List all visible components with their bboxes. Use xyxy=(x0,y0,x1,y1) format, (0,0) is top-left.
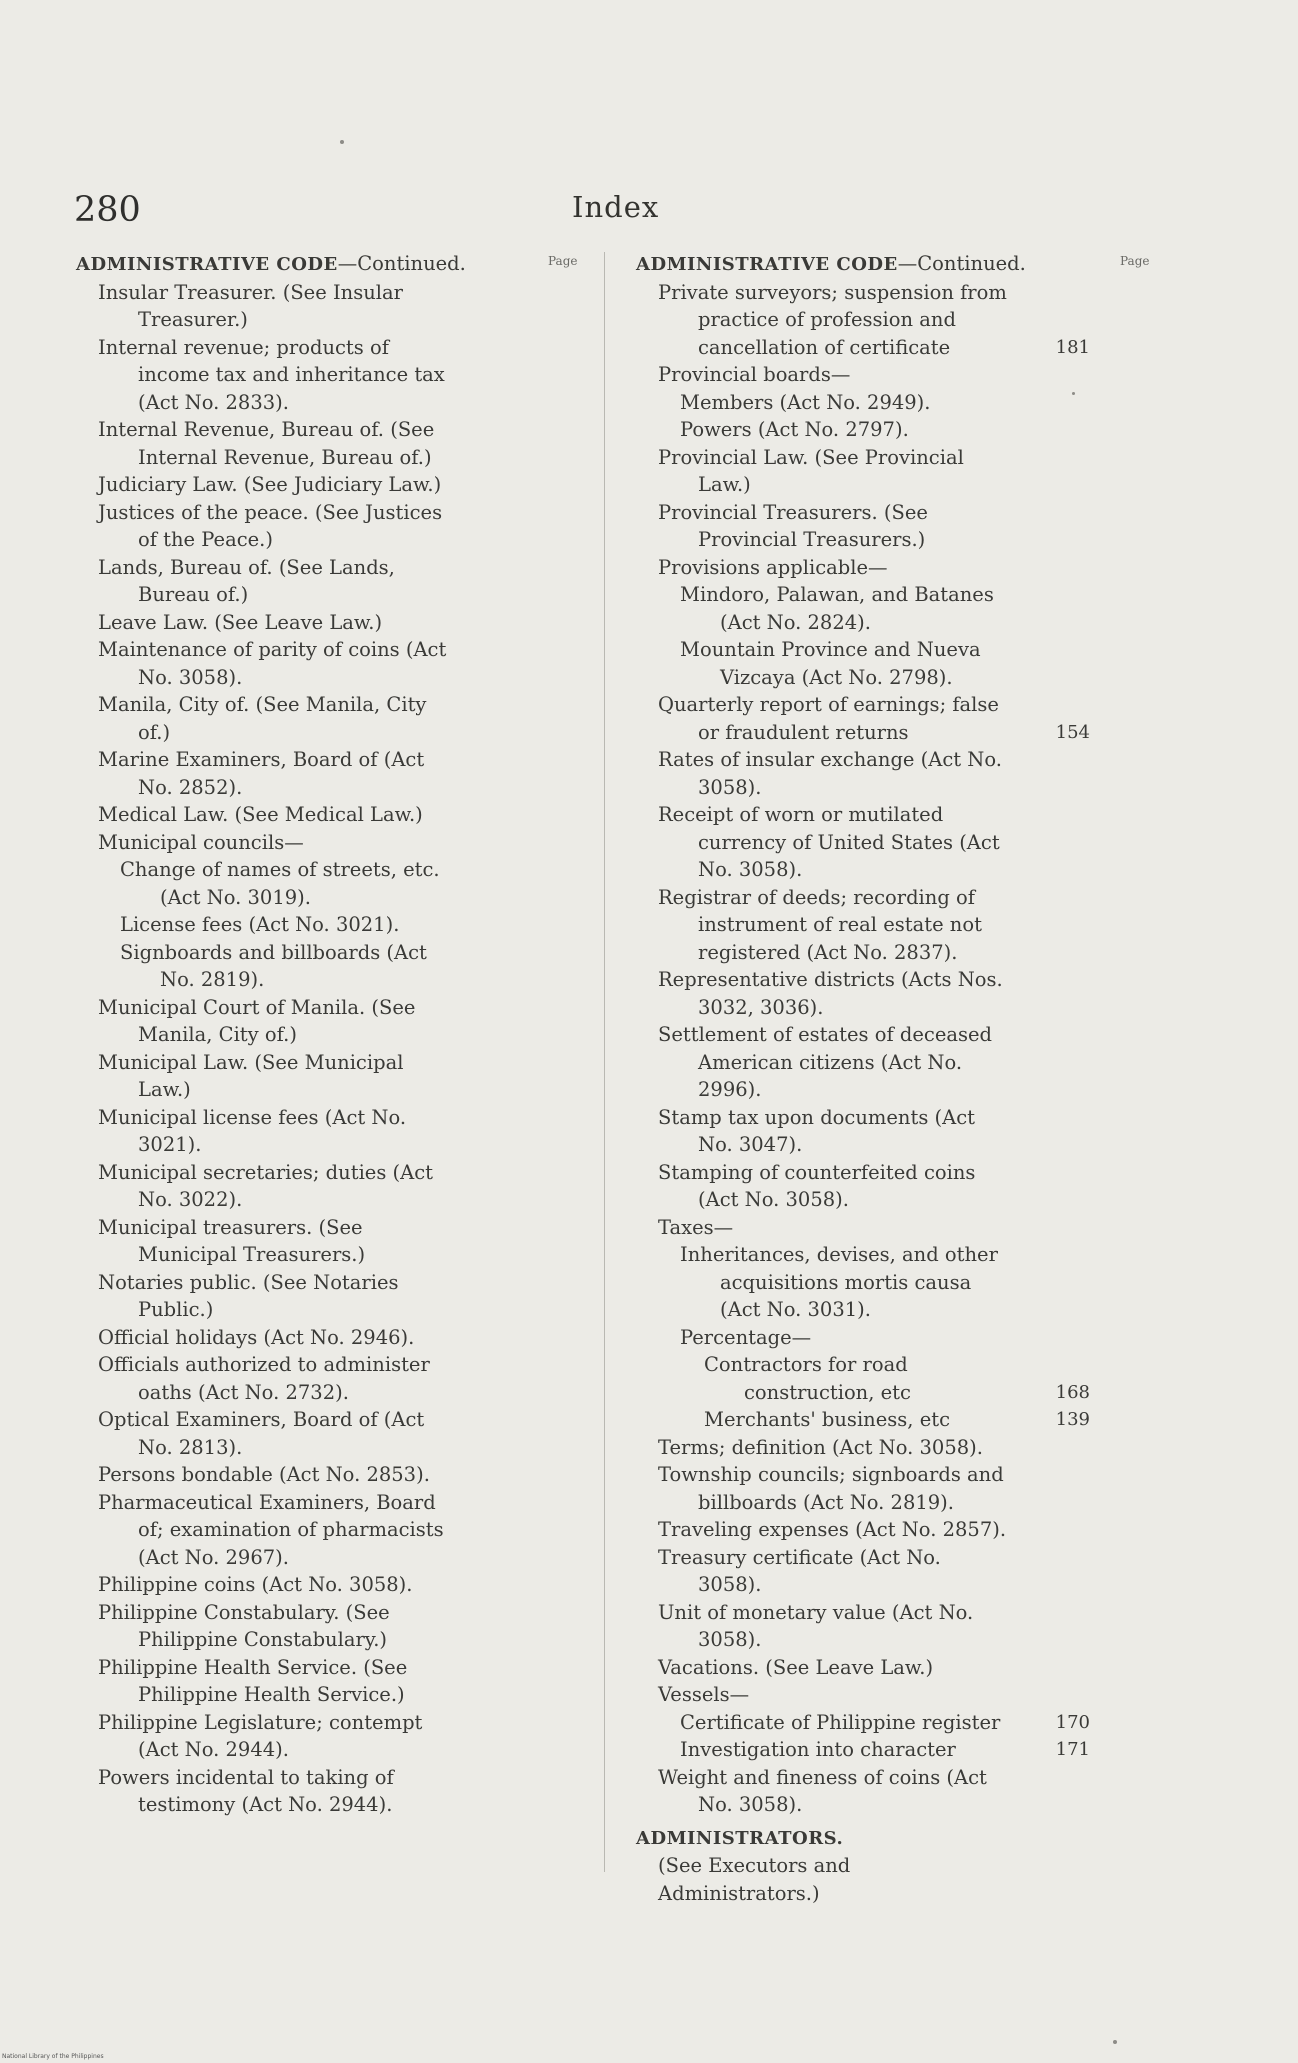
entry-text: Rates of insular exchange (Act No. 3058). xyxy=(658,748,1002,799)
entry-text: Representative districts (Acts Nos. 3032, 3036). xyxy=(658,968,1003,1019)
entry-text: Provincial Law. (See Provincial Law.) xyxy=(658,445,964,496)
column-divider xyxy=(604,252,605,1872)
entry-text: Signboards and billboards (Act No. 2819). xyxy=(120,940,427,991)
entry-text: Stamping of counterfeited coins (Act No. 3058). xyxy=(658,1160,976,1211)
index-entry xyxy=(658,1764,1090,1819)
page-number: 280 xyxy=(74,190,141,230)
index-entry xyxy=(680,1736,1090,1764)
index-entry xyxy=(98,829,530,857)
section-heading-administrators: ADMINISTRATORS. xyxy=(636,1827,844,1849)
index-entry xyxy=(98,1049,530,1104)
index-entry xyxy=(658,1544,1090,1599)
entry-text: Township councils; signboards and billboards (Act No. 2819). xyxy=(658,1463,1004,1514)
index-entry xyxy=(98,1654,530,1709)
entry-text: Inheritances, devises, and other acquisitions mortis causa (Act No. 3031). xyxy=(680,1243,998,1321)
entry-text: Philippine Constabulary. (See Philippine Constabulary.) xyxy=(98,1600,390,1651)
paper-speck xyxy=(1113,2040,1117,2044)
index-entry xyxy=(658,554,1090,582)
entry-text: Municipal secretaries; duties (Act No. 3022). xyxy=(98,1160,433,1211)
entry-text: Mountain Province and Nueva Vizcaya (Act No. 2798). xyxy=(680,638,981,689)
entry-text: Provincial Treasurers. (See Provincial Treasurers.) xyxy=(658,500,928,551)
index-entry xyxy=(658,1654,1090,1682)
index-entry xyxy=(98,471,530,499)
entry-text: Internal Revenue, Bureau of. (See Internal Revenue, Bureau of.) xyxy=(98,418,435,469)
entry-text: Internal revenue; products of income tax and inheritance tax (Act No. 2833). xyxy=(98,335,445,414)
entry-text: Philippine coins (Act No. 3058). xyxy=(98,1573,413,1596)
index-entry xyxy=(98,279,530,334)
index-entry xyxy=(680,1324,1090,1352)
index-entry xyxy=(98,609,530,637)
index-entry xyxy=(98,1764,530,1819)
index-entry xyxy=(658,1681,1090,1709)
entry-text: Maintenance of parity of coins (Act No. 3058). xyxy=(98,638,447,689)
entry-text: Provincial boards— xyxy=(658,363,851,386)
index-entry xyxy=(658,279,1090,362)
index-entry xyxy=(680,636,1090,691)
index-entry xyxy=(98,1489,530,1572)
index-entry xyxy=(680,389,1090,417)
index-entry xyxy=(98,1599,530,1654)
index-entry xyxy=(98,801,530,829)
index-entry xyxy=(98,636,530,691)
entry-text: Judiciary Law. (See Judiciary Law.) xyxy=(98,473,442,496)
index-entry xyxy=(98,691,530,746)
entry-text: Traveling expenses (Act No. 2857). xyxy=(658,1518,1007,1541)
index-entry xyxy=(658,884,1090,967)
index-entry xyxy=(680,581,1090,636)
index-entry xyxy=(658,444,1090,499)
entry-list xyxy=(636,279,1090,1819)
index-entry xyxy=(658,1434,1090,1462)
cross-reference: (See Executors and Administrators.) xyxy=(658,1854,851,1905)
index-entry xyxy=(658,1021,1090,1104)
index-entry xyxy=(680,1709,1090,1737)
index-entry xyxy=(98,416,530,471)
index-entry xyxy=(120,911,530,939)
page-column-label-left: Page xyxy=(548,254,578,268)
index-entry xyxy=(704,1351,1090,1406)
entry-text: Unit of monetary value (Act No. 3058). xyxy=(658,1600,974,1651)
section-heading: ADMINISTRATIVE CODE—Continued. xyxy=(636,252,1026,275)
entry-page-number: 154 xyxy=(1055,721,1090,743)
entry-text: Investigation into character xyxy=(680,1738,956,1761)
entry-text: Marine Examiners, Board of (Act No. 2852). xyxy=(98,748,425,799)
index-entry xyxy=(98,746,530,801)
index-entry xyxy=(120,939,530,994)
index-entry xyxy=(658,499,1090,554)
index-entry xyxy=(658,1104,1090,1159)
index-entry xyxy=(98,1104,530,1159)
index-entry xyxy=(98,1709,530,1764)
entry-text: Leave Law. (See Leave Law.) xyxy=(98,610,383,634)
entry-text: Municipal Court of Manila. (See Manila, City of.) xyxy=(98,995,416,1046)
entry-text: Members (Act No. 2949). xyxy=(680,390,931,414)
entry-text: Weight and fineness of coins (Act No. 3058). xyxy=(658,1765,987,1816)
entry-list xyxy=(76,279,530,1819)
entry-page-number: 139 xyxy=(1055,1409,1090,1430)
section-heading: ADMINISTRATIVE CODE—Continued. xyxy=(76,252,466,275)
entry-text: Merchants' business, etc xyxy=(704,1408,950,1431)
entry-text: Notaries public. (See Notaries Public.) xyxy=(98,1270,399,1321)
index-entry xyxy=(658,361,1090,389)
entry-text: License fees (Act No. 3021). xyxy=(120,913,400,936)
entry-text: Taxes— xyxy=(658,1215,734,1239)
index-entry xyxy=(98,1214,530,1269)
entry-text: Officials authorized to administer oaths (Act No. 2732). xyxy=(98,1353,430,1404)
entry-text: Treasury certificate (Act No. 3058). xyxy=(658,1545,941,1596)
entry-text: Provisions applicable— xyxy=(658,555,888,579)
page-column-label-right: Page xyxy=(1120,254,1150,268)
index-entry xyxy=(680,416,1090,444)
entry-text: Powers (Act No. 2797). xyxy=(680,418,909,441)
entry-text: Powers incidental to taking of testimony (Act No. 2944). xyxy=(98,1765,394,1816)
entry-text: Quarterly report of earnings; false or fraudulent returns xyxy=(658,693,999,744)
footer-note: National Library of the Philippines xyxy=(2,2053,104,2060)
left-column xyxy=(76,250,530,1819)
entry-page-number: 168 xyxy=(1055,1381,1090,1403)
entry-text: Contractors for road construction, etc xyxy=(704,1353,911,1404)
entry-text: Medical Law. (See Medical Law.) xyxy=(98,803,423,826)
entry-text: Philippine Legislature; contempt (Act No. 2944). xyxy=(98,1710,423,1761)
entry-text: Private surveyors; suspension from practice of profession and cancellation of certificate xyxy=(658,280,1007,359)
index-entry xyxy=(658,801,1090,884)
entry-text: Mindoro, Palawan, and Batanes (Act No. 2824). xyxy=(680,583,994,634)
index-entry xyxy=(704,1406,1090,1434)
running-head: Index xyxy=(572,190,660,224)
paper-speck xyxy=(1072,392,1075,395)
index-entry xyxy=(658,691,1090,746)
entry-text: Percentage— xyxy=(680,1325,812,1349)
index-entry xyxy=(658,1214,1090,1242)
entry-text: Change of names of streets, etc. (Act No. 3019). xyxy=(120,858,440,909)
entry-text: Vessels— xyxy=(658,1683,750,1706)
index-entry xyxy=(98,499,530,554)
index-entry xyxy=(98,1159,530,1214)
entry-text: Registrar of deeds; recording of instrument of real estate not registered (Act No. 2837). xyxy=(658,885,982,964)
index-entry xyxy=(658,1599,1090,1654)
index-entry xyxy=(98,1461,530,1489)
index-entry xyxy=(658,1159,1090,1214)
index-entry xyxy=(658,1461,1090,1516)
index-entry xyxy=(98,1324,530,1352)
entry-page-number: 171 xyxy=(1055,1739,1090,1760)
entry-text: Manila, City of. (See Manila, City of.) xyxy=(98,693,427,744)
index-entry xyxy=(98,994,530,1049)
index-entry xyxy=(98,1406,530,1461)
index-entry xyxy=(98,1269,530,1324)
entry-text: Official holidays (Act No. 2946). xyxy=(98,1325,415,1349)
entry-text: Philippine Health Service. (See Philippine Health Service.) xyxy=(98,1655,408,1706)
entry-text: Settlement of estates of deceased American citizens (Act No. 2996). xyxy=(658,1023,993,1101)
index-entry xyxy=(98,334,530,417)
entry-text: Terms; definition (Act No. 3058). xyxy=(658,1435,983,1459)
entry-text: Certificate of Philippine register xyxy=(680,1710,1001,1734)
index-entry xyxy=(120,856,530,911)
index-entry xyxy=(680,1241,1090,1324)
index-entry xyxy=(658,746,1090,801)
entry-text: Municipal treasurers. (See Municipal Treasurers.) xyxy=(98,1215,366,1266)
index-entry xyxy=(658,966,1090,1021)
right-column xyxy=(636,250,1090,1907)
entry-text: Pharmaceutical Examiners, Board of; examination of pharmacists (Act No. 2967). xyxy=(98,1490,444,1569)
entry-text: Municipal councils— xyxy=(98,830,304,854)
index-entry xyxy=(98,1351,530,1406)
entry-text: Persons bondable (Act No. 2853). xyxy=(98,1463,430,1486)
index-entry xyxy=(98,554,530,609)
entry-text: Vacations. (See Leave Law.) xyxy=(658,1655,934,1679)
entry-text: Lands, Bureau of. (See Lands, Bureau of.) xyxy=(98,555,395,606)
index-entry xyxy=(658,1516,1090,1544)
entry-page-number: 170 xyxy=(1055,1711,1090,1733)
index-entry xyxy=(98,1571,530,1599)
entry-text: Stamp tax upon documents (Act No. 3047). xyxy=(658,1105,975,1156)
entry-text: Municipal license fees (Act No. 3021). xyxy=(98,1105,407,1156)
entry-text: Insular Treasurer. (See Insular Treasurer.) xyxy=(98,280,403,331)
entry-text: Receipt of worn or mutilated currency of United States (Act No. 3058). xyxy=(658,803,1000,881)
entry-text: Justices of the peace. (See Justices of the Peace.) xyxy=(98,500,443,551)
entry-page-number: 181 xyxy=(1055,336,1090,358)
entry-text: Optical Examiners, Board of (Act No. 2813). xyxy=(98,1408,425,1459)
entry-text: Municipal Law. (See Municipal Law.) xyxy=(98,1050,404,1101)
paper-speck xyxy=(340,140,344,144)
